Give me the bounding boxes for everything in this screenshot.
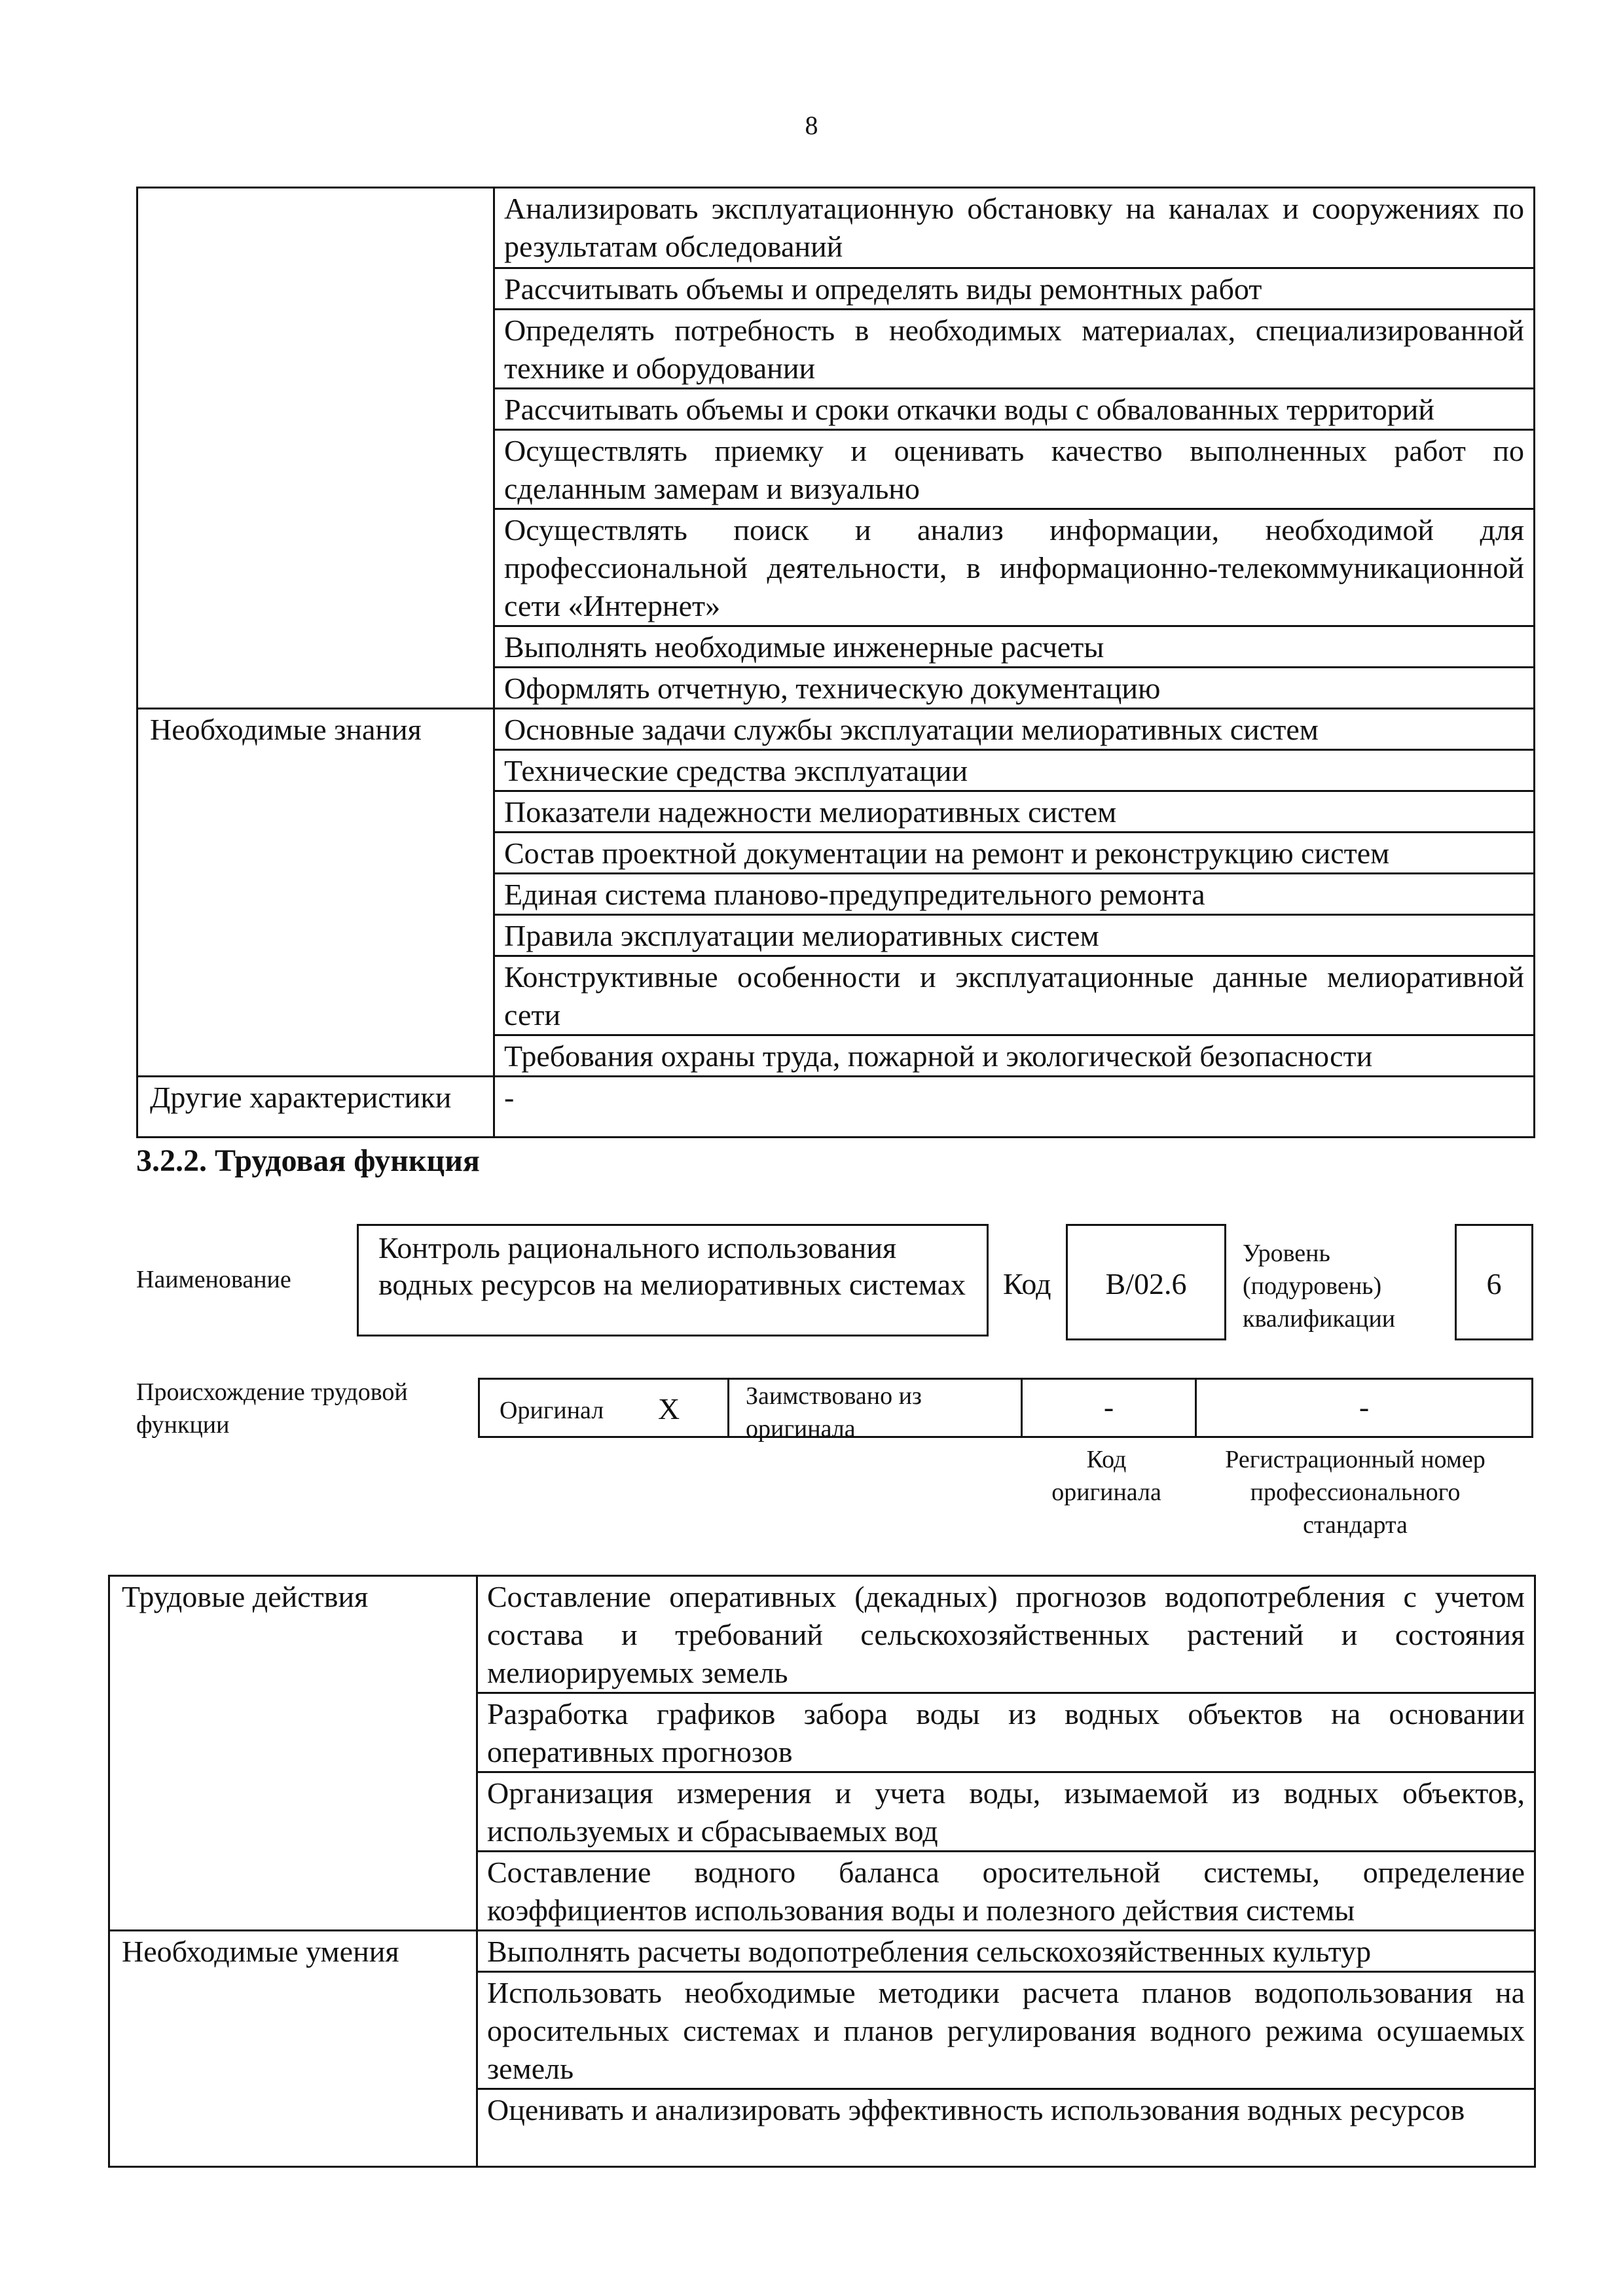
page-number: 8	[805, 111, 818, 140]
row-value: Технические средства эксплуатации	[494, 750, 1535, 791]
row-value: Основные задачи службы эксплуатации мелиоративных систем	[494, 709, 1535, 750]
orig-code-value: -	[1103, 1390, 1114, 1424]
level-box	[1455, 1224, 1533, 1340]
code-value: B/02.6	[1105, 1267, 1187, 1300]
table-row	[109, 1576, 1535, 1693]
row-value: Осуществлять приемку и оценивать качество выполненных работ по сделанным замерам и визуально	[494, 430, 1535, 509]
origin-label: Происхождение трудовой функции	[136, 1378, 408, 1439]
row-value: Правила эксплуатации мелиоративных систем	[494, 915, 1535, 956]
row-value: Выполнять необходимые инженерные расчеты	[494, 626, 1535, 668]
row-value: Оформлять отчетную, техническую документацию	[494, 668, 1535, 709]
name-label: Наименование	[136, 1266, 291, 1293]
row-label	[137, 188, 494, 709]
knowledge-label: Необходимые знания	[137, 709, 494, 1077]
function-name-box	[357, 1224, 989, 1336]
table-row	[137, 1077, 1535, 1138]
original-label: Оригинал	[500, 1397, 604, 1424]
section-heading: 3.2.2. Трудовая функция	[136, 1143, 480, 1178]
row-value: Конструктивные особенности и эксплуатационные данные мелиоративной сети	[494, 956, 1535, 1035]
level-label: Уровень (подуровень) квалификации	[1243, 1240, 1396, 1333]
level-value: 6	[1486, 1267, 1502, 1300]
actions-label: Трудовые действия	[109, 1576, 477, 1931]
row-value: Состав проектной документации на ремонт и реконструкцию систем	[494, 833, 1535, 874]
table-row	[137, 188, 1535, 268]
row-value: Организация измерения и учета воды, изымаемой из водных объектов, используемых и сбрасываемых вод	[477, 1772, 1535, 1852]
code-label: Код	[1003, 1267, 1051, 1300]
row-value: Использовать необходимые методики расчета планов водопользования на оросительных системах и планов регулирования водного режима осушаемых земель	[477, 1972, 1535, 2089]
row-value: -	[494, 1077, 1535, 1138]
row-value: Составление оперативных (декадных) прогнозов водопотребления с учетом состава и требований сельскохозяйственных растений и состояния мелиорируемых земель	[477, 1576, 1535, 1693]
row-value: Составление водного баланса оросительной системы, определение коэффициентов использования воды и полезного действия системы	[477, 1852, 1535, 1931]
orig-code-caption: Код оригинала	[1051, 1446, 1161, 1506]
function-name: Контроль рационального использования водных ресурсов на мелиоративных системах	[378, 1231, 966, 1301]
table-row	[137, 709, 1535, 750]
row-value: Единая система планово-предупредительного ремонта	[494, 874, 1535, 915]
table-row	[109, 1931, 1535, 1972]
code-box	[1066, 1224, 1226, 1340]
skills-label: Необходимые умения	[109, 1931, 477, 2167]
row-value: Разработка графиков забора воды из водных объектов на основании оперативных прогнозов	[477, 1693, 1535, 1772]
row-value: Показатели надежности мелиоративных систем	[494, 791, 1535, 833]
row-value: Оценивать и анализировать эффективность использования водных ресурсов	[477, 2089, 1535, 2167]
reg-number-caption: Регистрационный номер профессионального стандарта	[1225, 1446, 1486, 1539]
reg-number-value: -	[1359, 1390, 1370, 1424]
borrowed-label: Заимствовано из оригинала	[746, 1382, 922, 1443]
row-value: Рассчитывать объемы и сроки откачки воды с обвалованных территорий	[494, 389, 1535, 430]
row-value: Осуществлять поиск и анализ информации, необходимой для профессиональной деятельности, в информационно-телекоммуникационной сети «Интернет»	[494, 509, 1535, 626]
skills-knowledge-table	[136, 187, 1535, 1138]
other-label: Другие характеристики	[137, 1077, 494, 1138]
origin-row	[478, 1378, 1533, 1443]
row-value: Требования охраны труда, пожарной и экологической безопасности	[494, 1035, 1535, 1077]
row-value: Выполнять расчеты водопотребления сельскохозяйственных культур	[477, 1931, 1535, 1972]
row-value: Анализировать эксплуатационную обстановку на каналах и сооружениях по результатам обследований	[494, 188, 1535, 268]
labor-actions-table	[108, 1575, 1536, 2168]
divider	[727, 1380, 729, 1436]
row-value: Определять потребность в необходимых материалах, специализированной технике и оборудовании	[494, 310, 1535, 389]
row-value: Рассчитывать объемы и определять виды ремонтных работ	[494, 268, 1535, 310]
original-mark: X	[658, 1392, 680, 1426]
